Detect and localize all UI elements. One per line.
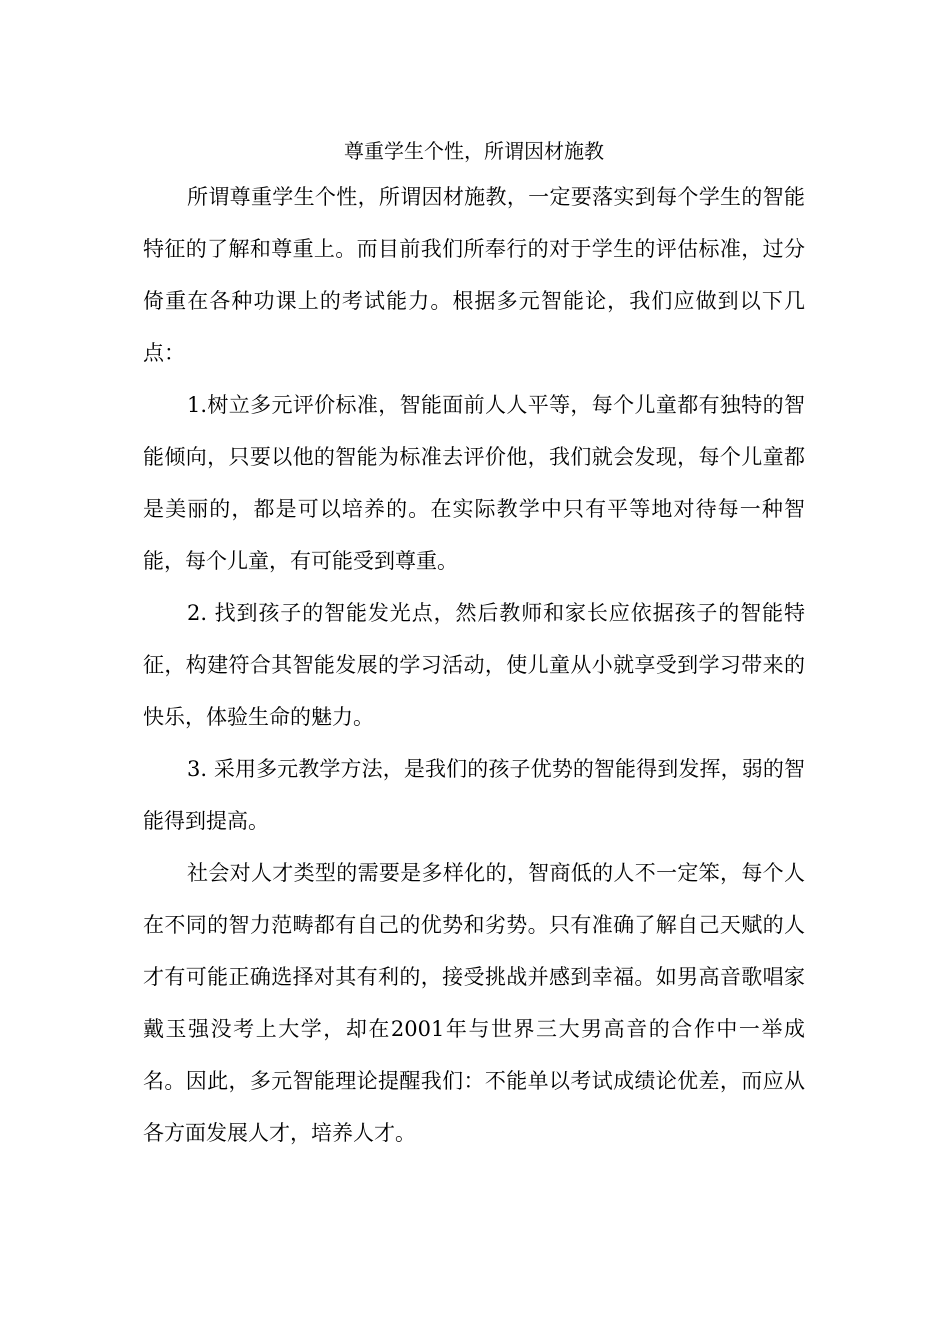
paragraph-point-2: 2. 找到孩子的智能发光点，然后教师和家长应依据孩子的智能特征，构建符合其智能发展的学习活动，使儿童从小就享受到学习带来的快乐，体验生命的魅力。	[143, 601, 805, 729]
paragraph-intro: 所谓尊重学生个性，所谓因材施教，一定要落实到每个学生的智能特征的了解和尊重上。而目前我们所奉行的对于学生的评估标准，过分倚重在各种功课上的考试能力。根据多元智能论，我们应做到以下几点：	[143, 185, 805, 365]
document-body	[143, 131, 805, 1159]
paragraph-conclusion: 社会对人才类型的需要是多样化的，智商低的人不一定笨，每个人在不同的智力范畴都有自己的优势和劣势。只有准确了解自己天赋的人才有可能正确选择对其有利的，接受挑战并感到幸福。如男高音歌唱家戴玉强没考上大学，却在2001年与世界三大男高音的合作中一举成名。因此，多元智能理论提醒我们：不能单以考试成绩论优差，而应从各方面发展人才，培养人才。	[143, 861, 805, 1145]
paragraph-point-3: 3. 采用多元教学方法，是我们的孩子优势的智能得到发挥，弱的智能得到提高。	[143, 757, 805, 833]
document-title: 尊重学生个性，所谓因材施教	[344, 139, 604, 163]
paragraph-point-1: 1.树立多元评价标准，智能面前人人平等，每个儿童都有独特的智能倾向，只要以他的智能为标准去评价他，我们就会发现，每个儿童都是美丽的，都是可以培养的。在实际教学中只有平等地对待每一种智能，每个儿童，有可能受到尊重。	[143, 393, 805, 573]
